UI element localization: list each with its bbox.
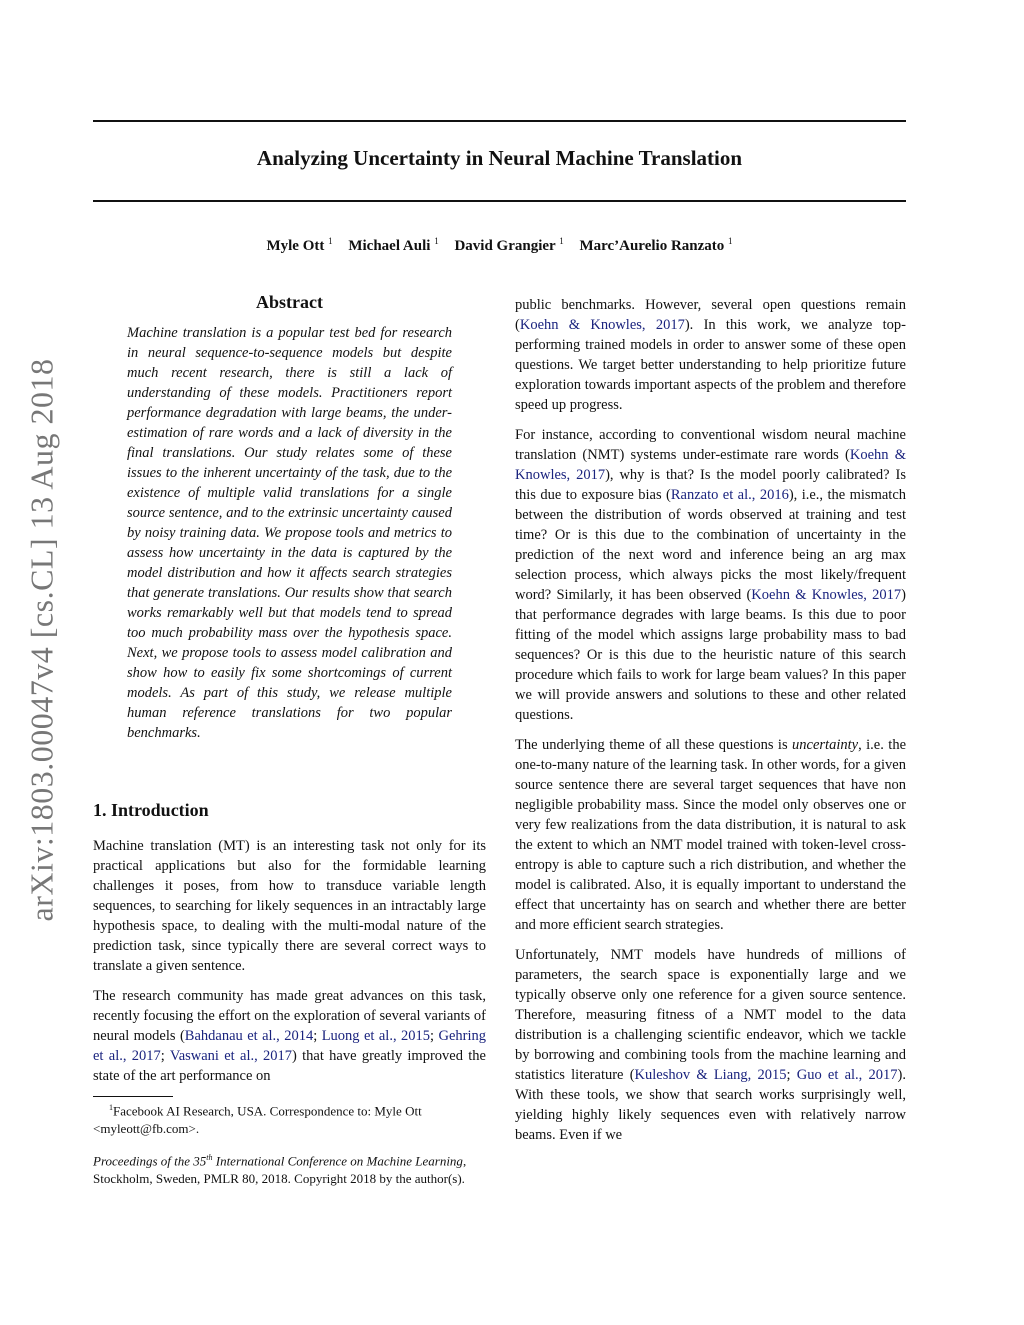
intro-paragraph: Machine translation (MT) is an interesting task not only for its practical applications but also for the formidable learning challenges it poses, from how to transduce variable length sequences, to searching for likely sequences in an intractably large hypothesis space, to dealing with the multi-modal nature of the prediction task, since typically there are several correct ways to translate a given sentence. bbox=[93, 838, 486, 974]
top-rule bbox=[93, 120, 906, 122]
author: Michael Auli $^1$ bbox=[348, 236, 439, 254]
arxiv-identifier: arXiv:1803.00047v4 [cs.CL] 13 Aug 2018 bbox=[23, 358, 60, 922]
body-paragraph: public benchmarks. However, several open questions remain (Koehn & Knowles, 2017). In this work, we analyze top-performing trained models in order to answer some of these open questions. We target better understanding to help prioritize future exploration towards important aspects of the problem and therefore speed up progress. bbox=[515, 297, 906, 413]
footnote-rule bbox=[93, 1096, 173, 1097]
citation-link[interactable]: Vaswani et al., 2017 bbox=[169, 1048, 293, 1064]
paper-title: Analyzing Uncertainty in Neural Machine Translation bbox=[256, 146, 743, 170]
intro-paragraph: The research community has made great advances on this task, recently focusing the effort on the exploration of several variants of neural models (Bahdanau et al., 2014; Luong et al., 2015; Gehring et al., 2017; Vaswani et al., 2017) that have greatly improved the state of the art performance on bbox=[93, 988, 486, 1084]
citation-link[interactable]: Kuleshov & Liang, 2015 bbox=[634, 1067, 787, 1083]
section-heading-introduction: 1. Introduction bbox=[93, 800, 209, 820]
citation-link[interactable]: Koehn & Knowles, 2017 bbox=[515, 447, 906, 483]
citation-link[interactable]: Bahdanau et al., 2014 bbox=[184, 1028, 314, 1044]
citation-link[interactable]: Gehring et al., 2017 bbox=[93, 1028, 486, 1064]
author: David Grangier $^1$ bbox=[454, 236, 564, 254]
citation-link[interactable]: Koehn & Knowles, 2017 bbox=[519, 317, 685, 333]
abstract-text: Machine translation is a popular test bed for research in neural sequence-to-sequence models but despite much recent research, there is still a lack of understanding of these models. Practitioners report performance degradation with large beams, the under-estimation of rare words and a lack of diversity in the final translations. Our study relates some of these issues to the inherent uncertainty of the task, due to the existence of multiple valid translations for a single source sentence, and to the extrinsic uncertainty caused by noisy training data. We propose tools and metrics to assess how uncertainty in the data is captured by the model distribution and how it affects search strategies that generate translations. Our results show that search works remarkably well but that models tend to spread too much probability mass over the hypothesis space. Next, we propose tools to assess model calibration and show how to easily fix some shortcomings of current models. As part of this study, we release multiple human reference translations for two popular benchmarks. bbox=[127, 325, 452, 741]
author: Myle Ott $^1$ bbox=[266, 236, 333, 254]
citation-link[interactable]: Koehn & Knowles, 2017 bbox=[751, 587, 902, 603]
left-column bbox=[93, 836, 486, 1096]
citation-link[interactable]: Luong et al., 2015 bbox=[321, 1028, 431, 1044]
title-bottom-rule bbox=[93, 200, 906, 202]
body-paragraph: Unfortunately, NMT models have hundreds of millions of parameters, the search space is exponentially large and we typically observe only one reference for a given source sentence. Therefore, measuring fitness of a NMT model to the data distribution is a challenging scientific endeavor, which we tackle by borrowing and combining tools from the machine learning and statistics literature (Kuleshov & Liang, 2015; Guo et al., 2017). With these tools, we show that search works surprisingly well, yielding highly likely sequences even with relatively narrow beams. Even if we bbox=[515, 947, 906, 1143]
author-list bbox=[93, 236, 906, 255]
proceedings-note: Proceedings of the 35th International Conference on Machine Learning, Stockholm, Sweden, PMLR 80, 2018. Copyright 2018 by the author(s). bbox=[93, 1153, 467, 1187]
body-paragraph: The underlying theme of all these questions is uncertainty, i.e. the one-to-many nature of the learning task. In other words, for a given source sentence there are several target sequences that have non negligible probability mass. Since the model only observes one or very few realizations from the data distribution, it is natural to ask the extent to which an NMT model trained with token-level cross-entropy is able to capture such a rich distribution, and whether the model is calibrated. Also, it is equally important to understand the effect that uncertainty has on search and whether there are better and more efficient search strategies. bbox=[515, 737, 907, 933]
argmax-term: arg max bbox=[854, 547, 907, 563]
citation-link[interactable]: Guo et al., 2017 bbox=[796, 1067, 898, 1083]
abstract-heading: Abstract bbox=[256, 292, 323, 312]
author: Marc’Aurelio Ranzato $^1$ bbox=[579, 236, 733, 254]
emphasis: uncertainty bbox=[792, 737, 859, 753]
right-column bbox=[515, 295, 906, 1155]
body-paragraph: For instance, according to conventional wisdom neural machine translation (NMT) systems under-estimate rare words (Koehn & Knowles, 2017), why is that? Is the model poorly calibrated? Is this due to exposure bias (Ranzato et al., 2016), i.e., the mismatch between the distribution of words observed at training and test time? Or is this due to the combination of uncertainty in the prediction of the next word and inference being an arg max selection process, which always picks the most likely/frequent word? Similarly, it has been observed (Koehn & Knowles, 2017) that performance degrades with large beams. Is this due to poor fitting of the model which assigns large probability mass to bad sequences? Or is this due to the heuristic nature of this search procedure which fails to work for large beam values? In this paper we will provide answers and solutions to these and other related questions. bbox=[515, 427, 907, 723]
footnote: $^1$Facebook AI Research, USA. Correspondence to: Myle Ott <myleott@fb.com>. bbox=[93, 1103, 422, 1137]
citation-link[interactable]: Ranzato et al., 2016 bbox=[670, 487, 789, 503]
